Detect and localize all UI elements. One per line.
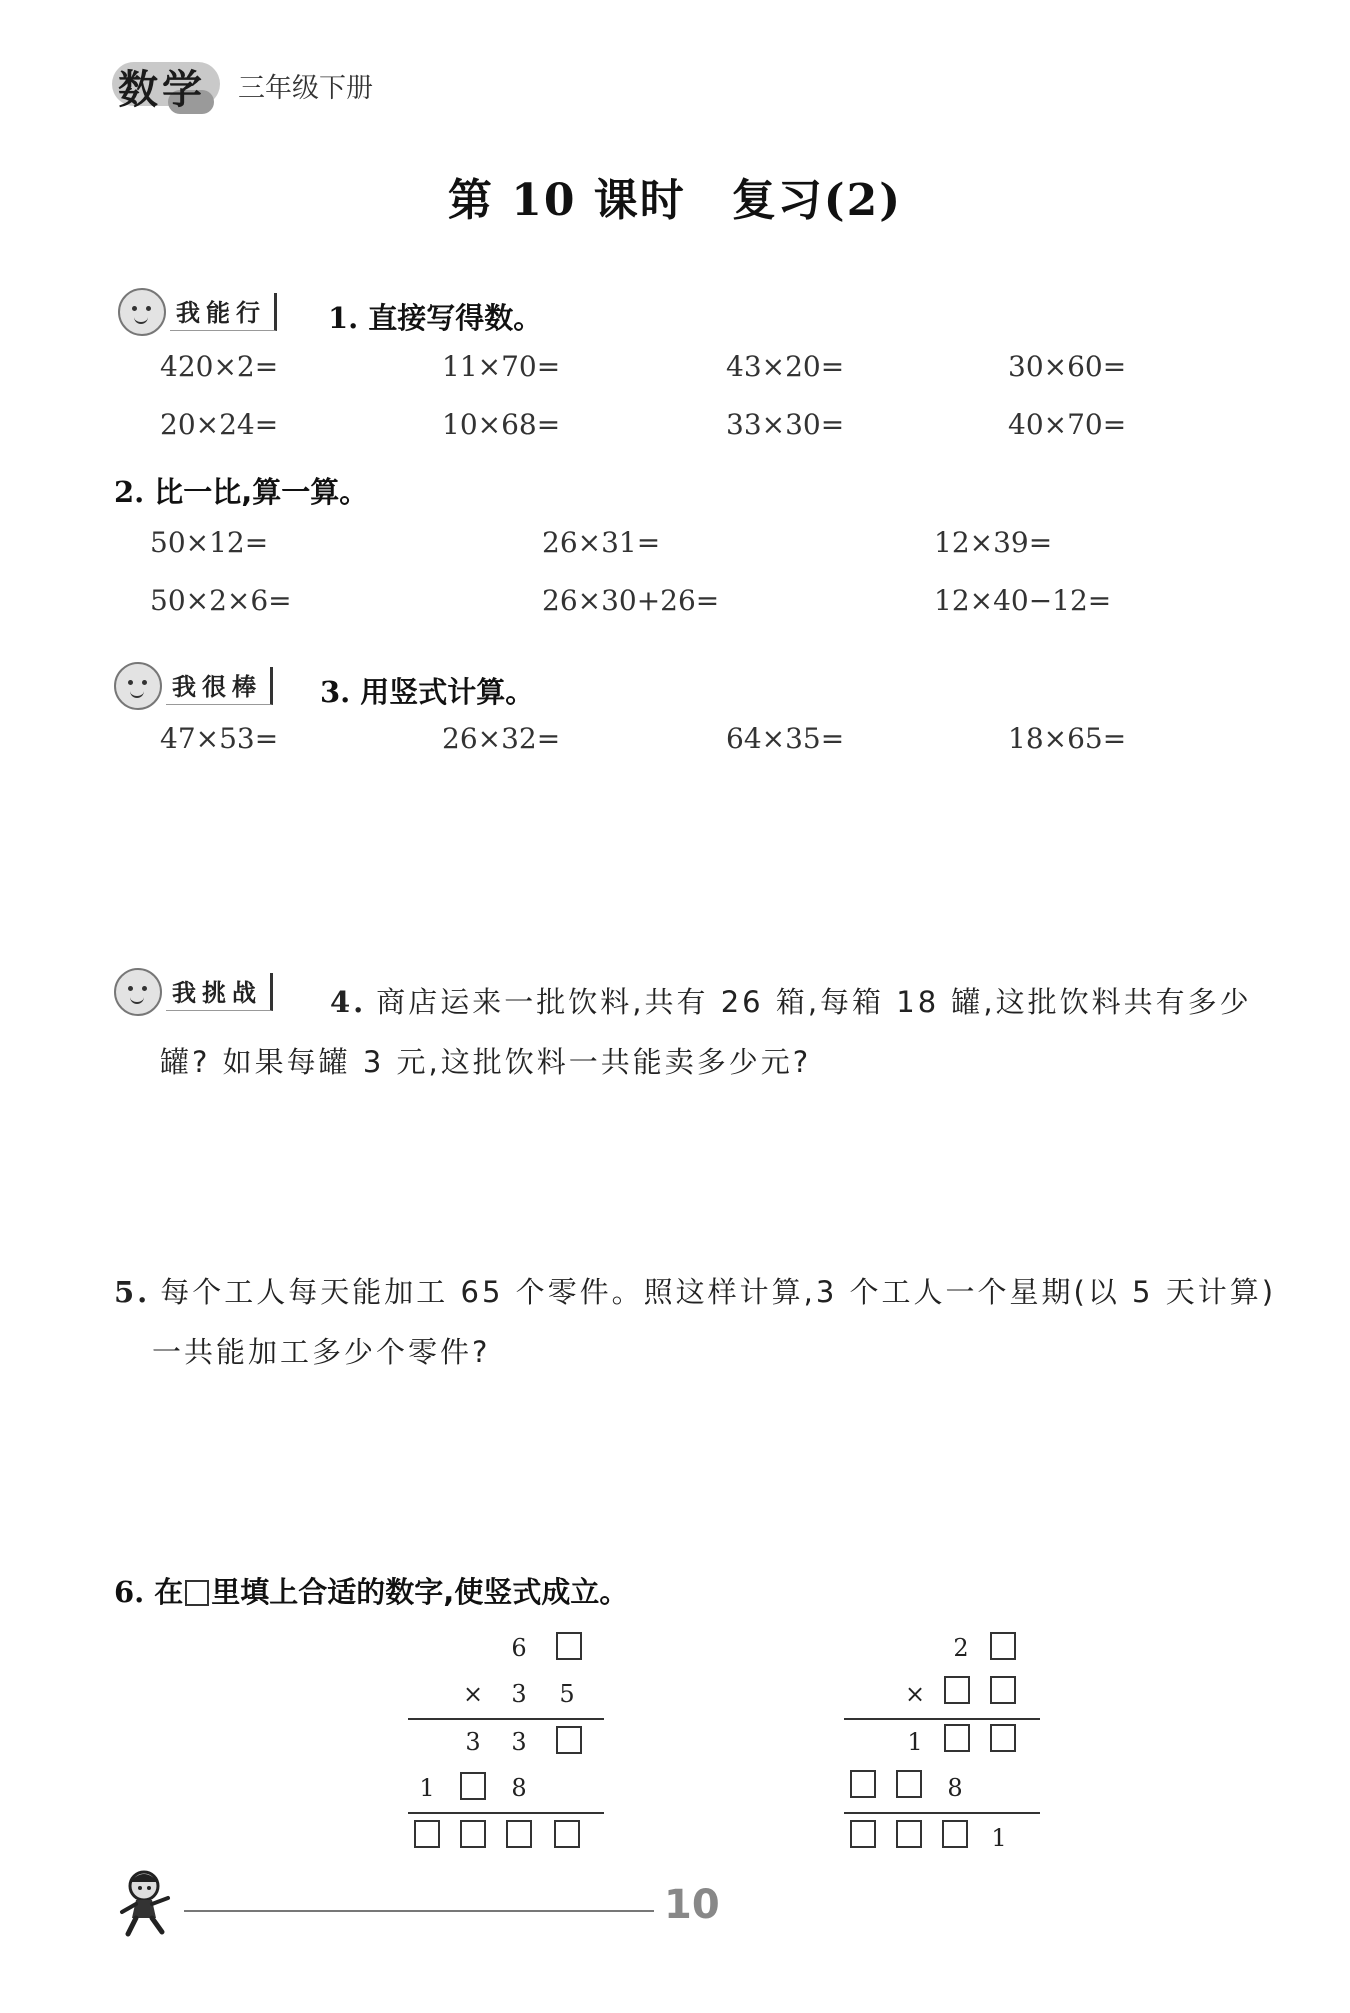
q4-text: 商店运来一批饮料,共有 26 箱,每箱 18 罐,这批饮料共有多少 (376, 985, 1252, 1019)
digit: 3 (465, 1728, 481, 1756)
vertical-mult-left (408, 1620, 608, 1850)
digit: 2 (953, 1634, 969, 1662)
answer-box[interactable] (990, 1676, 1016, 1704)
digit: 1 (991, 1824, 1007, 1852)
q1-item: 420×2= (160, 350, 279, 383)
answer-box-icon (185, 1580, 209, 1606)
q4-line2: 罐? 如果每罐 3 元,这批饮料一共能卖多少元? (160, 1045, 812, 1079)
q2-prompt: 比一比,算一算。 (154, 475, 369, 509)
q1-heading (328, 296, 542, 337)
q5-line2: 一共能加工多少个零件? (152, 1335, 491, 1369)
q1-item: 20×24= (160, 408, 279, 441)
sum-line (844, 1718, 1040, 1720)
badge-label: 我挑战 (166, 973, 273, 1011)
badge-label: 我能行 (170, 293, 277, 331)
q1-item: 40×70= (1008, 408, 1127, 441)
answer-box[interactable] (990, 1724, 1016, 1752)
badge-can-do (118, 288, 277, 336)
answer-box[interactable] (460, 1772, 486, 1800)
footer-rule (184, 1910, 654, 1912)
answer-box[interactable] (414, 1820, 440, 1848)
q3-heading (320, 670, 534, 711)
answer-box[interactable] (556, 1632, 582, 1660)
q2-item: 12×39= (934, 526, 1053, 559)
digit: 3 (511, 1728, 527, 1756)
q5-number: 5. (114, 1275, 151, 1309)
q1-number: 1. (328, 301, 359, 335)
q2-item: 26×30+26= (542, 584, 720, 617)
q4-number: 4. (330, 985, 367, 1019)
q2-heading (114, 470, 368, 511)
q3-item: 47×53= (160, 722, 279, 755)
q2-number: 2. (114, 475, 145, 509)
q1-item: 43×20= (726, 350, 845, 383)
times-sign: × (462, 1680, 484, 1708)
q1-prompt: 直接写得数。 (368, 301, 543, 335)
answer-box[interactable] (460, 1820, 486, 1848)
answer-box[interactable] (990, 1632, 1016, 1660)
header-grade: 三年级下册 (238, 73, 373, 104)
page-title (0, 164, 1350, 228)
q6-number: 6. (114, 1575, 145, 1609)
q6-heading (114, 1570, 628, 1611)
digit: 8 (947, 1774, 963, 1802)
q1-item: 10×68= (442, 408, 561, 441)
q1-item: 30×60= (1008, 350, 1127, 383)
q4-line1 (330, 980, 1310, 1021)
badge-label: 我很棒 (166, 667, 273, 705)
q1-item: 11×70= (442, 350, 561, 383)
q6-prompt-start: 在 (154, 1575, 184, 1609)
q3-prompt: 用竖式计算。 (360, 675, 535, 709)
q5-text: 每个工人每天能加工 65 个零件。照这样计算,3 个工人一个星期(以 5 天计算) (160, 1275, 1277, 1309)
vertical-mult-right (844, 1620, 1044, 1850)
answer-box[interactable] (556, 1726, 582, 1754)
digit: 1 (907, 1728, 923, 1756)
sum-line (408, 1812, 604, 1814)
q3-item: 26×32= (442, 722, 561, 755)
kids-mascot-icon (114, 968, 162, 1016)
running-boy-icon (118, 1868, 178, 1938)
sum-line (408, 1718, 604, 1720)
digit: 5 (559, 1680, 575, 1708)
digit: 6 (511, 1634, 527, 1662)
q2-item: 50×2×6= (150, 584, 292, 617)
digit: 8 (511, 1774, 527, 1802)
badge-challenge (114, 968, 273, 1016)
times-sign: × (904, 1680, 926, 1708)
girl-mascot-icon (114, 662, 162, 710)
answer-box[interactable] (944, 1676, 970, 1704)
answer-box[interactable] (506, 1820, 532, 1848)
digit: 1 (419, 1774, 435, 1802)
answer-box[interactable] (896, 1820, 922, 1848)
lesson-topic: 复习(2) (731, 175, 903, 226)
answer-box[interactable] (554, 1820, 580, 1848)
q2-item: 12×40−12= (934, 584, 1112, 617)
girl-mascot-icon (118, 288, 166, 336)
answer-box[interactable] (944, 1724, 970, 1752)
digit: 3 (511, 1680, 527, 1708)
q6-prompt-end: 里填上合适的数字,使竖式成立。 (211, 1575, 629, 1609)
lesson-number: 第 10 课时 (447, 175, 686, 226)
answer-box[interactable] (850, 1770, 876, 1798)
q3-number: 3. (320, 675, 351, 709)
sum-line (844, 1812, 1040, 1814)
q1-item: 33×30= (726, 408, 845, 441)
page-number: 10 (664, 1882, 720, 1928)
q2-item: 26×31= (542, 526, 661, 559)
q3-item: 18×65= (1008, 722, 1127, 755)
header-subject: 数学 (118, 67, 206, 113)
answer-box[interactable] (942, 1820, 968, 1848)
badge-great (114, 662, 273, 710)
q3-item: 64×35= (726, 722, 845, 755)
q2-item: 50×12= (150, 526, 269, 559)
answer-box[interactable] (850, 1820, 876, 1848)
q5-line1 (114, 1270, 1324, 1311)
answer-box[interactable] (896, 1770, 922, 1798)
